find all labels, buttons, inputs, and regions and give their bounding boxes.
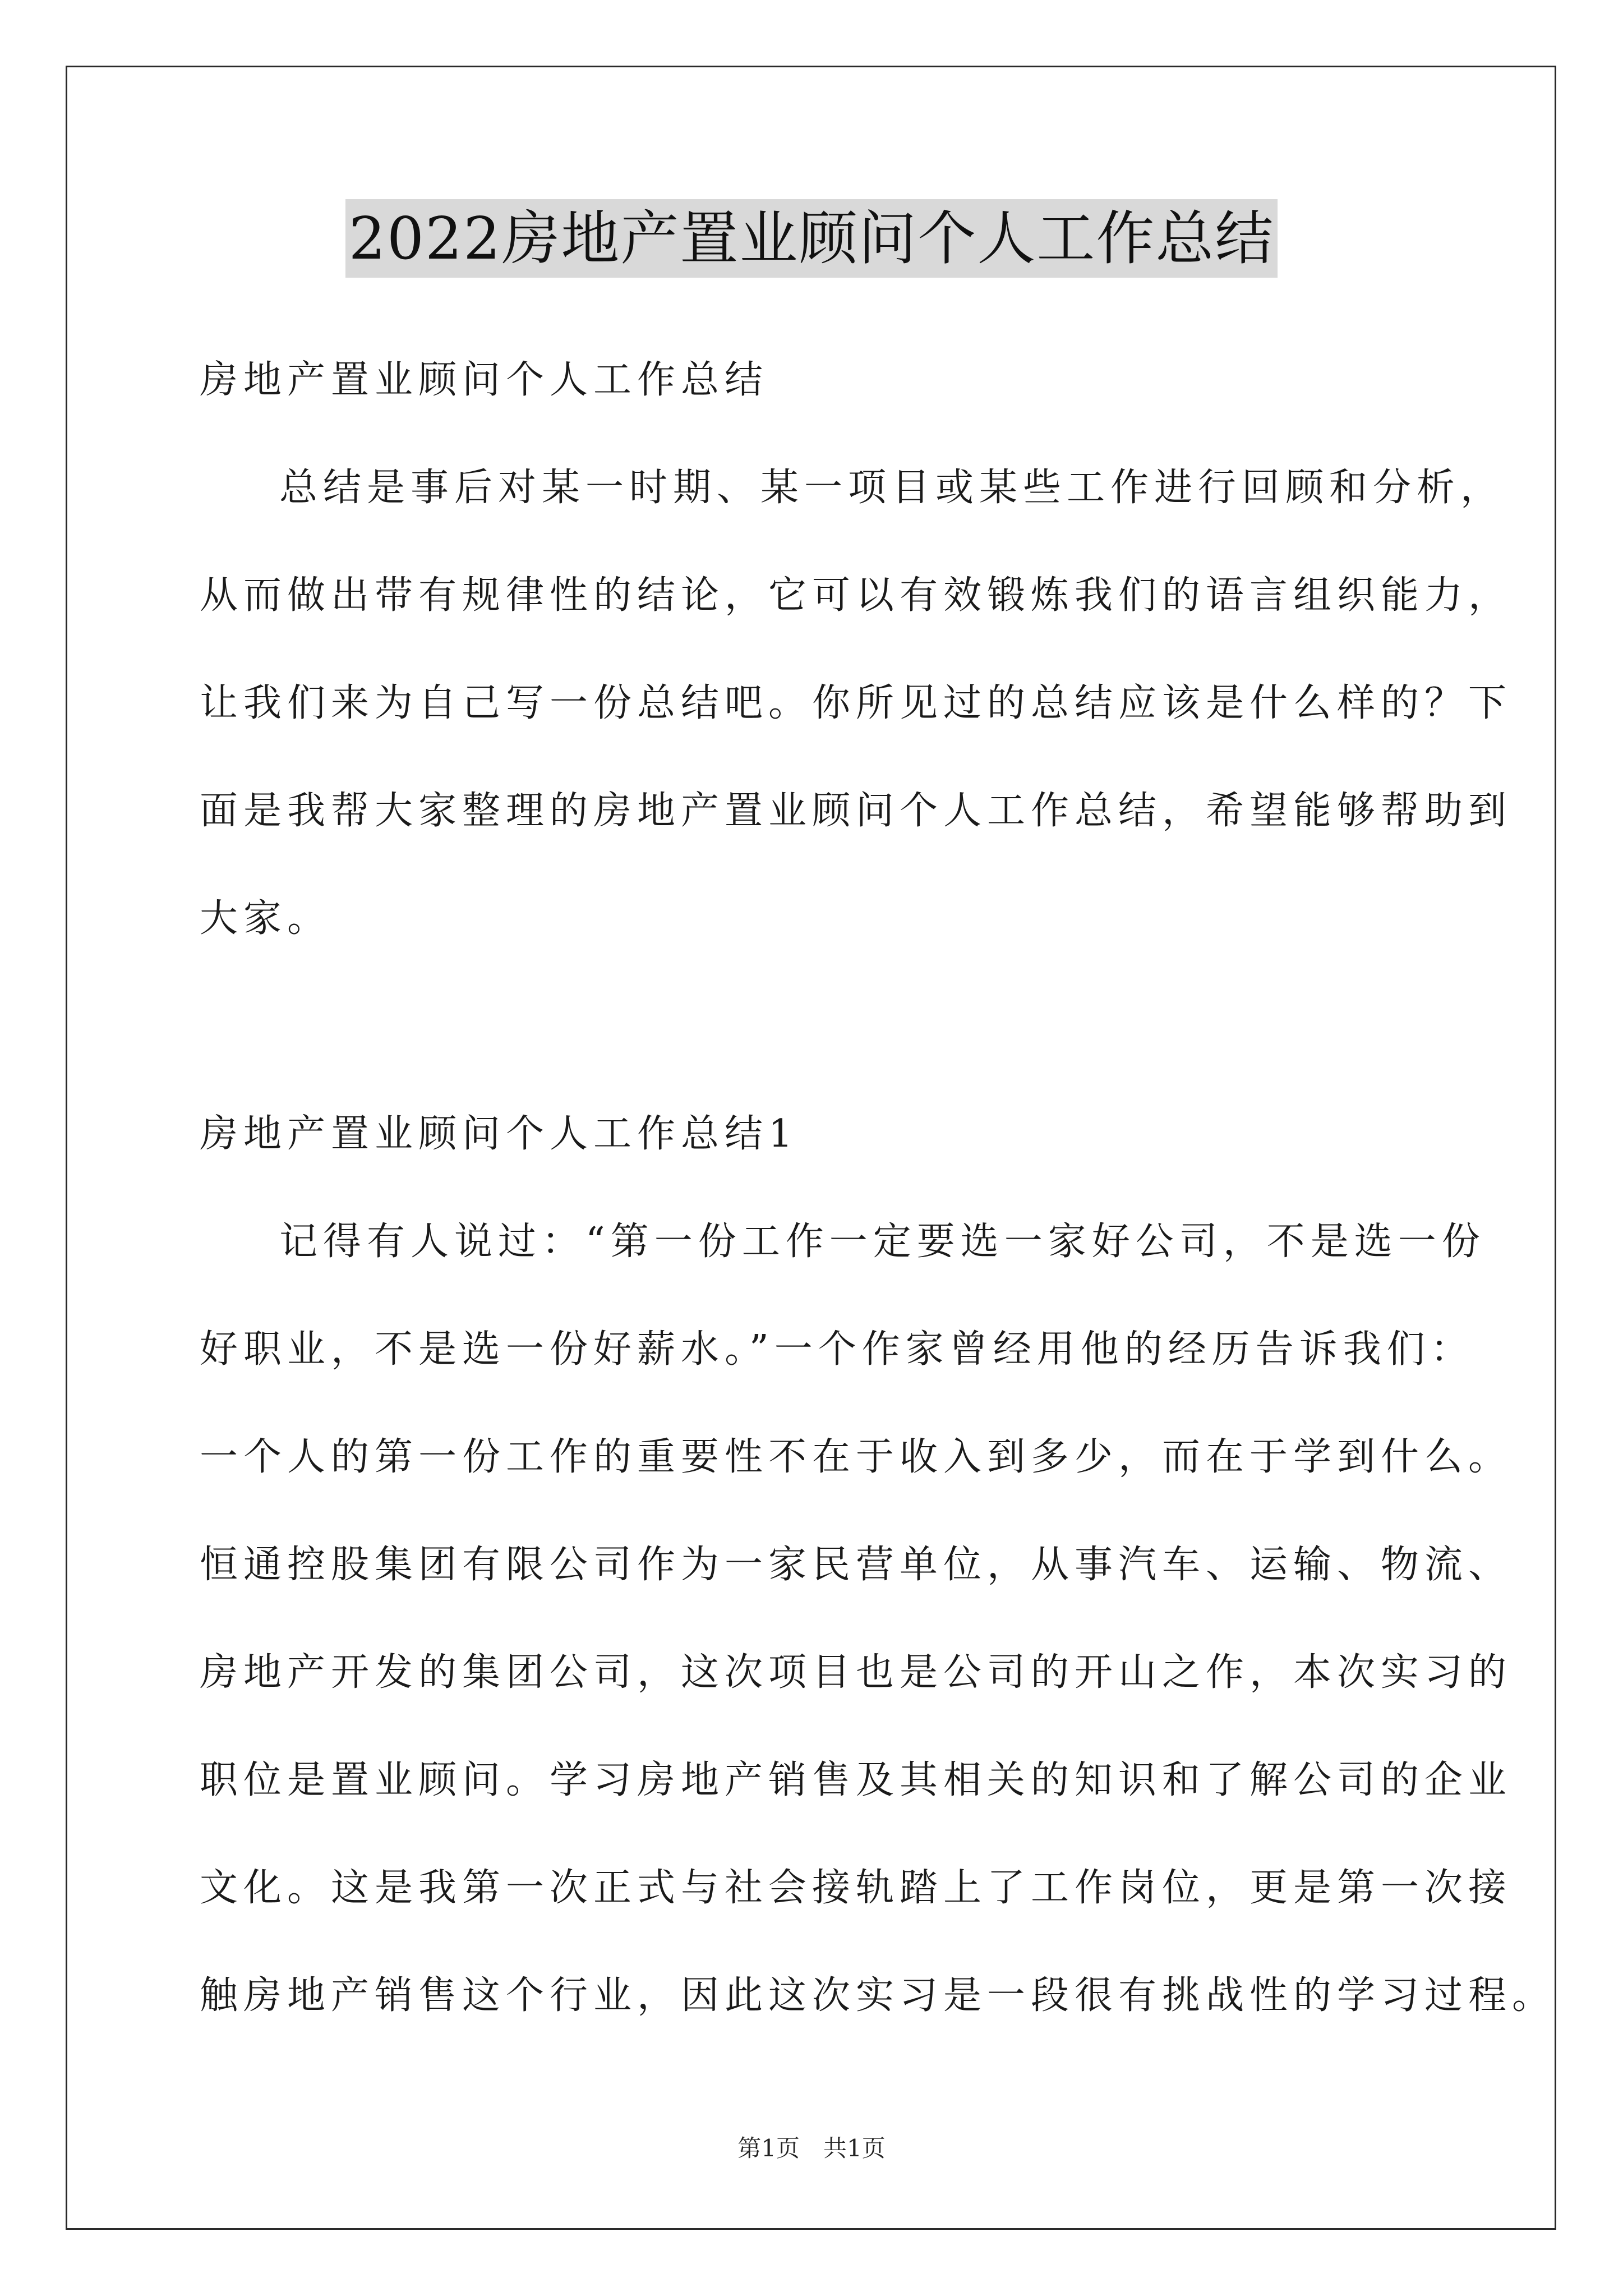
section-heading: 房地产置业顾问个人工作总结1 [200, 1112, 799, 1156]
intro-line-5: 大家。 [200, 896, 331, 941]
section-line-5: 房地产开发的集团公司，这次项目也是公司的开山之作，本次实习的 [200, 1650, 1513, 1695]
section-line-6: 职位是置业顾问。学习房地产销售及其相关的知识和了解公司的企业 [200, 1758, 1513, 1802]
page-footer: 第1页 共1页 [737, 2134, 886, 2162]
section-line-1: 记得有人说过：“第一份工作一定要选一家好公司，不是选一份 [279, 1220, 1486, 1264]
section-line-2: 好职业，不是选一份好薪水。”一个作家曾经用他的经历告诉我们： [200, 1327, 1474, 1372]
title-container [0, 199, 1623, 278]
document-subtitle: 房地产置业顾问个人工作总结 [200, 358, 769, 402]
intro-line-2: 从而做出带有规律性的结论，它可以有效锻炼我们的语言组织能力， [200, 573, 1513, 618]
section-line-4: 恒通控股集团有限公司作为一家民营单位，从事汽车、运输、物流、 [200, 1543, 1513, 1587]
section-line-7: 文化。这是我第一次正式与社会接轨踏上了工作岗位，更是第一次接 [200, 1866, 1513, 1910]
section-line-8: 触房地产销售这个行业，因此这次实习是一段很有挑战性的学习过程。 [200, 1973, 1556, 2018]
intro-line-4: 面是我帮大家整理的房地产置业顾问个人工作总结，希望能够帮助到 [200, 789, 1513, 833]
section-line-3: 一个人的第一份工作的重要性不在于收入到多少，而在于学到什么。 [200, 1435, 1513, 1479]
intro-line-3: 让我们来为自己写一份总结吧。你所见过的总结应该是什么样的？下 [200, 681, 1513, 725]
document-title: 2022房地产置业顾问个人工作总结 [345, 199, 1278, 278]
intro-line-1: 总结是事后对某一时期、某一项目或某些工作进行回顾和分析， [279, 466, 1505, 510]
